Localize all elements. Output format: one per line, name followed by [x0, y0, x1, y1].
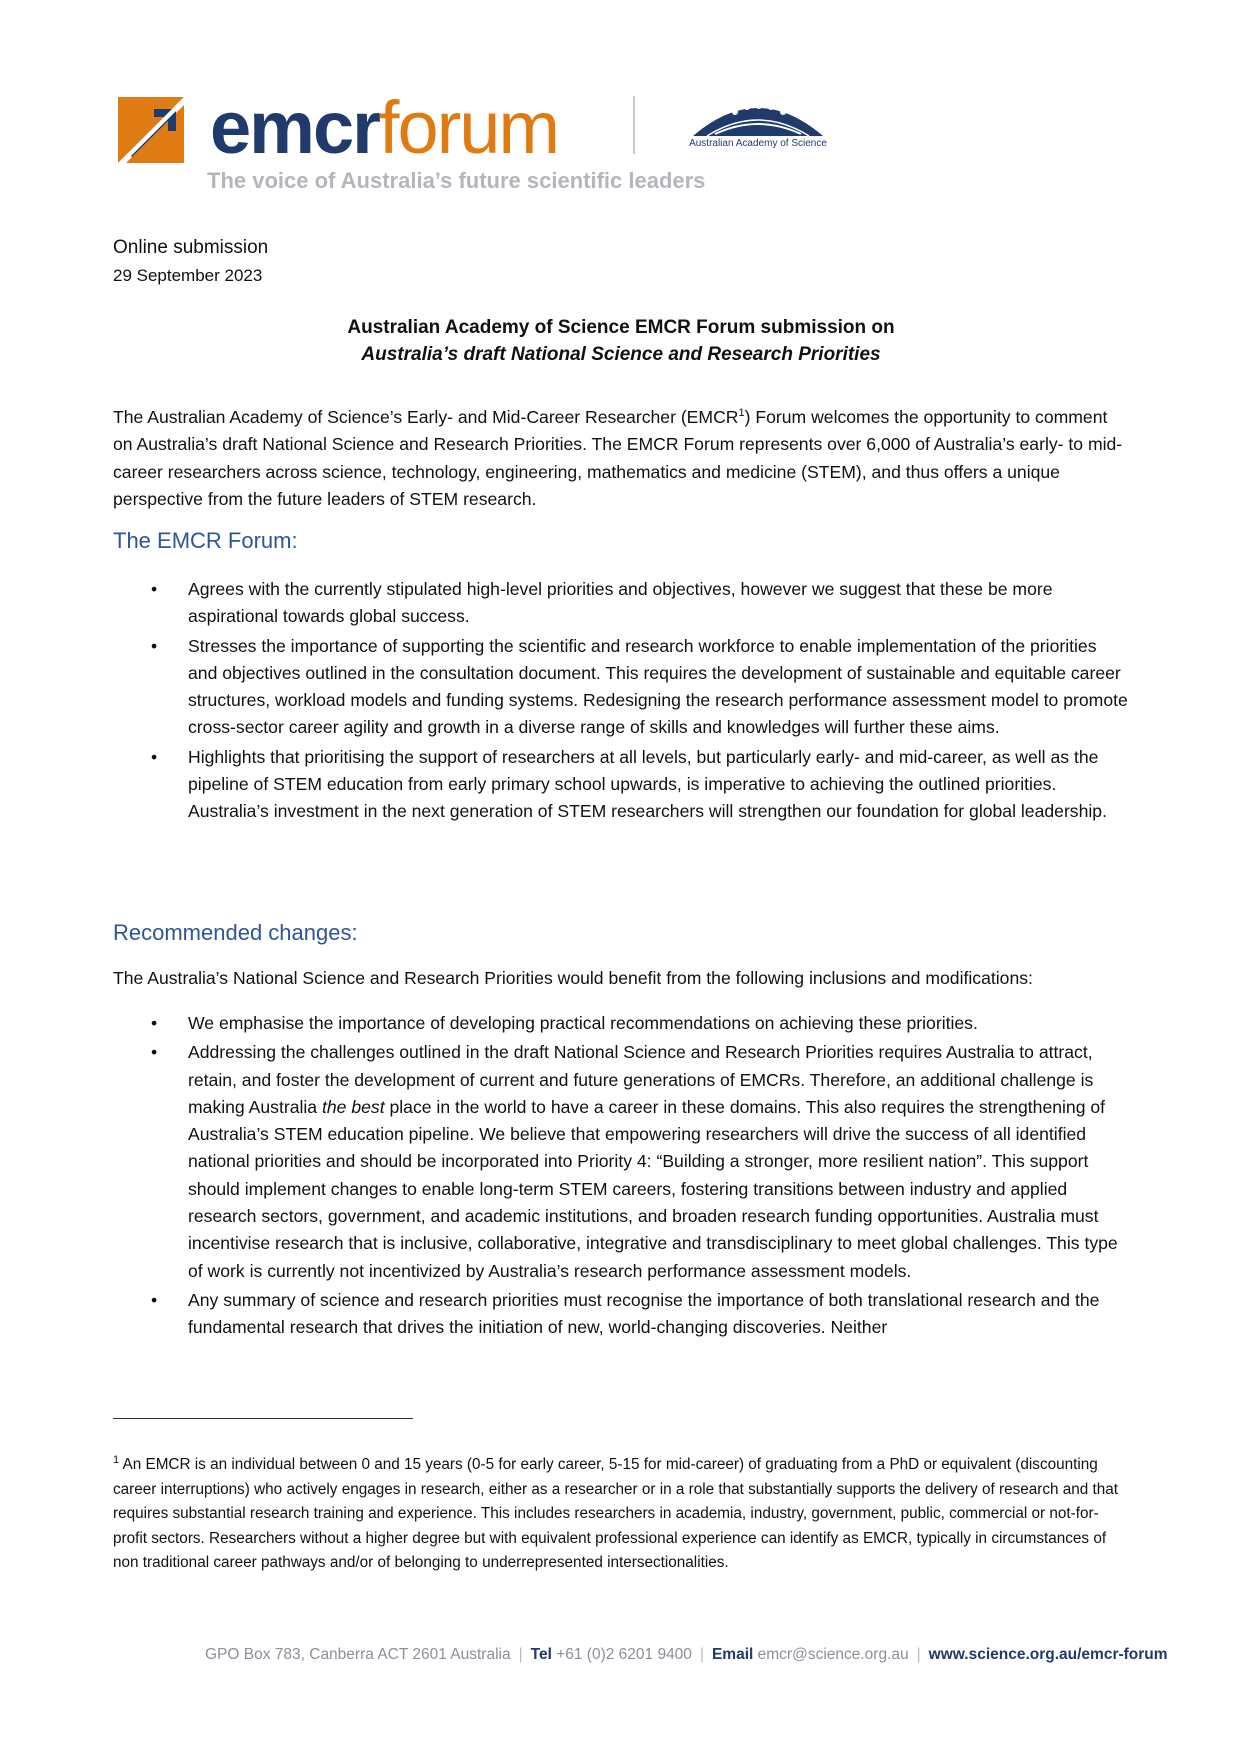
bullet-text: Agrees with the currently stipulated high-level priorities and objectives, however we suggest that these be more aspirational towards global success.	[188, 579, 1053, 627]
emcr-forum-logo	[118, 86, 559, 169]
bullet-text-a: Addressing the challenges outlined in the draft National Science and Research Priorities requires Australia to attract, retain, and foster the development of current and future generations of EMCRs. Therefore, an additional challenge is making Australia	[188, 1042, 1094, 1117]
list-item	[113, 633, 1129, 742]
list-item	[113, 1010, 1129, 1037]
section-heading-forum: The EMCR Forum:	[113, 528, 298, 553]
list-item	[113, 1039, 1129, 1285]
footer-address: GPO Box 783, Canberra ACT 2601 Australia	[205, 1646, 511, 1663]
academy-logo-label: Australian Academy of Science	[689, 138, 827, 149]
intro-text-a: The Australian Academy of Science’s Early- and Mid-Career Researcher (EMCR	[113, 406, 739, 427]
document-title	[113, 314, 1129, 368]
bullet-text: Highlights that prioritising the support of researchers at all levels, but particularly early- and mid-career, as well as the pipeline of STEM education from early primary school upwards, is imperative to achieving the outlined priorities. Australia’s investment in the next generation of STEM researchers will strengthen our foundation for global leadership.	[188, 746, 1107, 822]
title-line-1: Australian Academy of Science EMCR Forum submission on	[347, 317, 895, 338]
footnote	[113, 1448, 1129, 1576]
list-item	[113, 576, 1129, 631]
footnote-text: An EMCR is an individual between 0 and 15 years (0-5 for early career, 5-15 for mid-career) of graduating from a PhD or equivalent (discounting career interruptions) who actively engages in research, either as a researcher or in a role that substantially supports the delivery of research and that requires substantial research training and experience. This includes researchers in academia, industry, government, public, commercial or not-for-profit sectors. Researchers without a higher degree but with equivalent professional experience can identify as EMCR, typically in circumstances of non traditional career pathways and/or of belonging to underrepresented intersectionalities.	[113, 1456, 1119, 1572]
footer-email-label: Email	[711, 1646, 754, 1663]
bullet-icon: •	[151, 635, 158, 656]
tagline: The voice of Australia’s future scientific leaders	[207, 168, 706, 193]
page-footer	[205, 1646, 1168, 1664]
footnote-rule	[113, 1418, 413, 1419]
footer-separator: |	[699, 1646, 704, 1663]
title-line-2: Australia’s draft National Science and Research Priorities	[361, 344, 881, 365]
section-heading-recommended: Recommended changes:	[113, 920, 358, 945]
submission-date: 29 September 2023	[113, 266, 263, 285]
bullet-icon: •	[151, 1289, 158, 1310]
submission-type: Online submission	[113, 237, 269, 258]
bullet-text-b: place in the world to have a career in these domains. This also requires the strengthening of Australia’s STEM education pipeline. We believe that empowering researchers will drive the success of all identified national priorities and should be incorporated into Priority 4: “Building a stronger, more resilient nation”. This support should implement changes to enable long-term STEM careers, fostering transitions between industry and applied research sectors, government, and academic institutions, and broaden research funding opportunities. Australia must incentivise research that is inclusive, collaborative, integrative and transdisciplinary to meet global challenges. This type of work is currently not incentivized by Australia’s research performance assessment models.	[188, 1096, 1118, 1281]
footer-separator: |	[518, 1646, 523, 1663]
list-item	[113, 744, 1129, 826]
brand-emcr-text: emcr	[210, 86, 379, 169]
bullet-text: We emphasise the importance of developing practical recommendations on achieving these priorities.	[188, 1013, 978, 1033]
intro-paragraph	[113, 400, 1129, 514]
emphasis-text: the best	[321, 1096, 385, 1117]
footnote-marker: 1	[113, 1454, 120, 1466]
submission-meta	[113, 234, 268, 290]
emcr-arrow-logo-icon	[118, 97, 184, 163]
bullet-text: Any summary of science and research priorities must recognise the importance of both translational research and the fundamental research that drives the initiation of new, world-changing discoveries. Neither	[188, 1289, 1100, 1338]
logo-divider	[633, 96, 635, 154]
intro-text-b: ) Forum welcomes the opportunity to comment on Australia’s draft National Science and Research Priorities. The EMCR Forum represents over 6,000 of Australia’s early- to mid-career researchers across science, technology, engineering, mathematics and medicine (STEM), and thus offers a unique perspective from the future leaders of STEM research.	[113, 406, 1123, 510]
footer-tel-label: Tel	[530, 1646, 552, 1663]
forum-bullet-list	[113, 576, 1129, 828]
footnote-ref: 1	[738, 407, 745, 419]
academy-logo	[673, 92, 843, 162]
footer-web-link[interactable]: www.science.org.au/emcr-forum	[928, 1646, 1168, 1663]
academy-dome-logo-icon	[673, 92, 843, 138]
recommended-bullet-list	[113, 1010, 1129, 1344]
footer-tel: +61 (0)2 6201 9400	[556, 1646, 692, 1663]
bullet-text: Stresses the importance of supporting the scientific and research workforce to enable implementation of the priorities and objectives outlined in the consultation document. This requires the development of sustainable and equitable career structures, workload models and funding systems. Redesigning the research performance assessment model to promote cross-sector career agility and growth in a diverse range of skills and knowledges will further these aims.	[188, 635, 1128, 738]
bullet-icon: •	[151, 1042, 158, 1063]
bullet-icon: •	[151, 579, 158, 599]
header-logo-block	[118, 88, 838, 198]
footer-email-link[interactable]: emcr@science.org.au	[757, 1646, 909, 1663]
brand-forum-text: forum	[378, 86, 559, 169]
recommended-intro: The Australia’s National Science and Research Priorities would benefit from the following inclusions and modifications:	[113, 968, 1033, 988]
bullet-icon: •	[151, 1013, 158, 1033]
list-item	[113, 1287, 1129, 1342]
footer-separator: |	[916, 1646, 921, 1663]
bullet-icon: •	[151, 746, 158, 767]
